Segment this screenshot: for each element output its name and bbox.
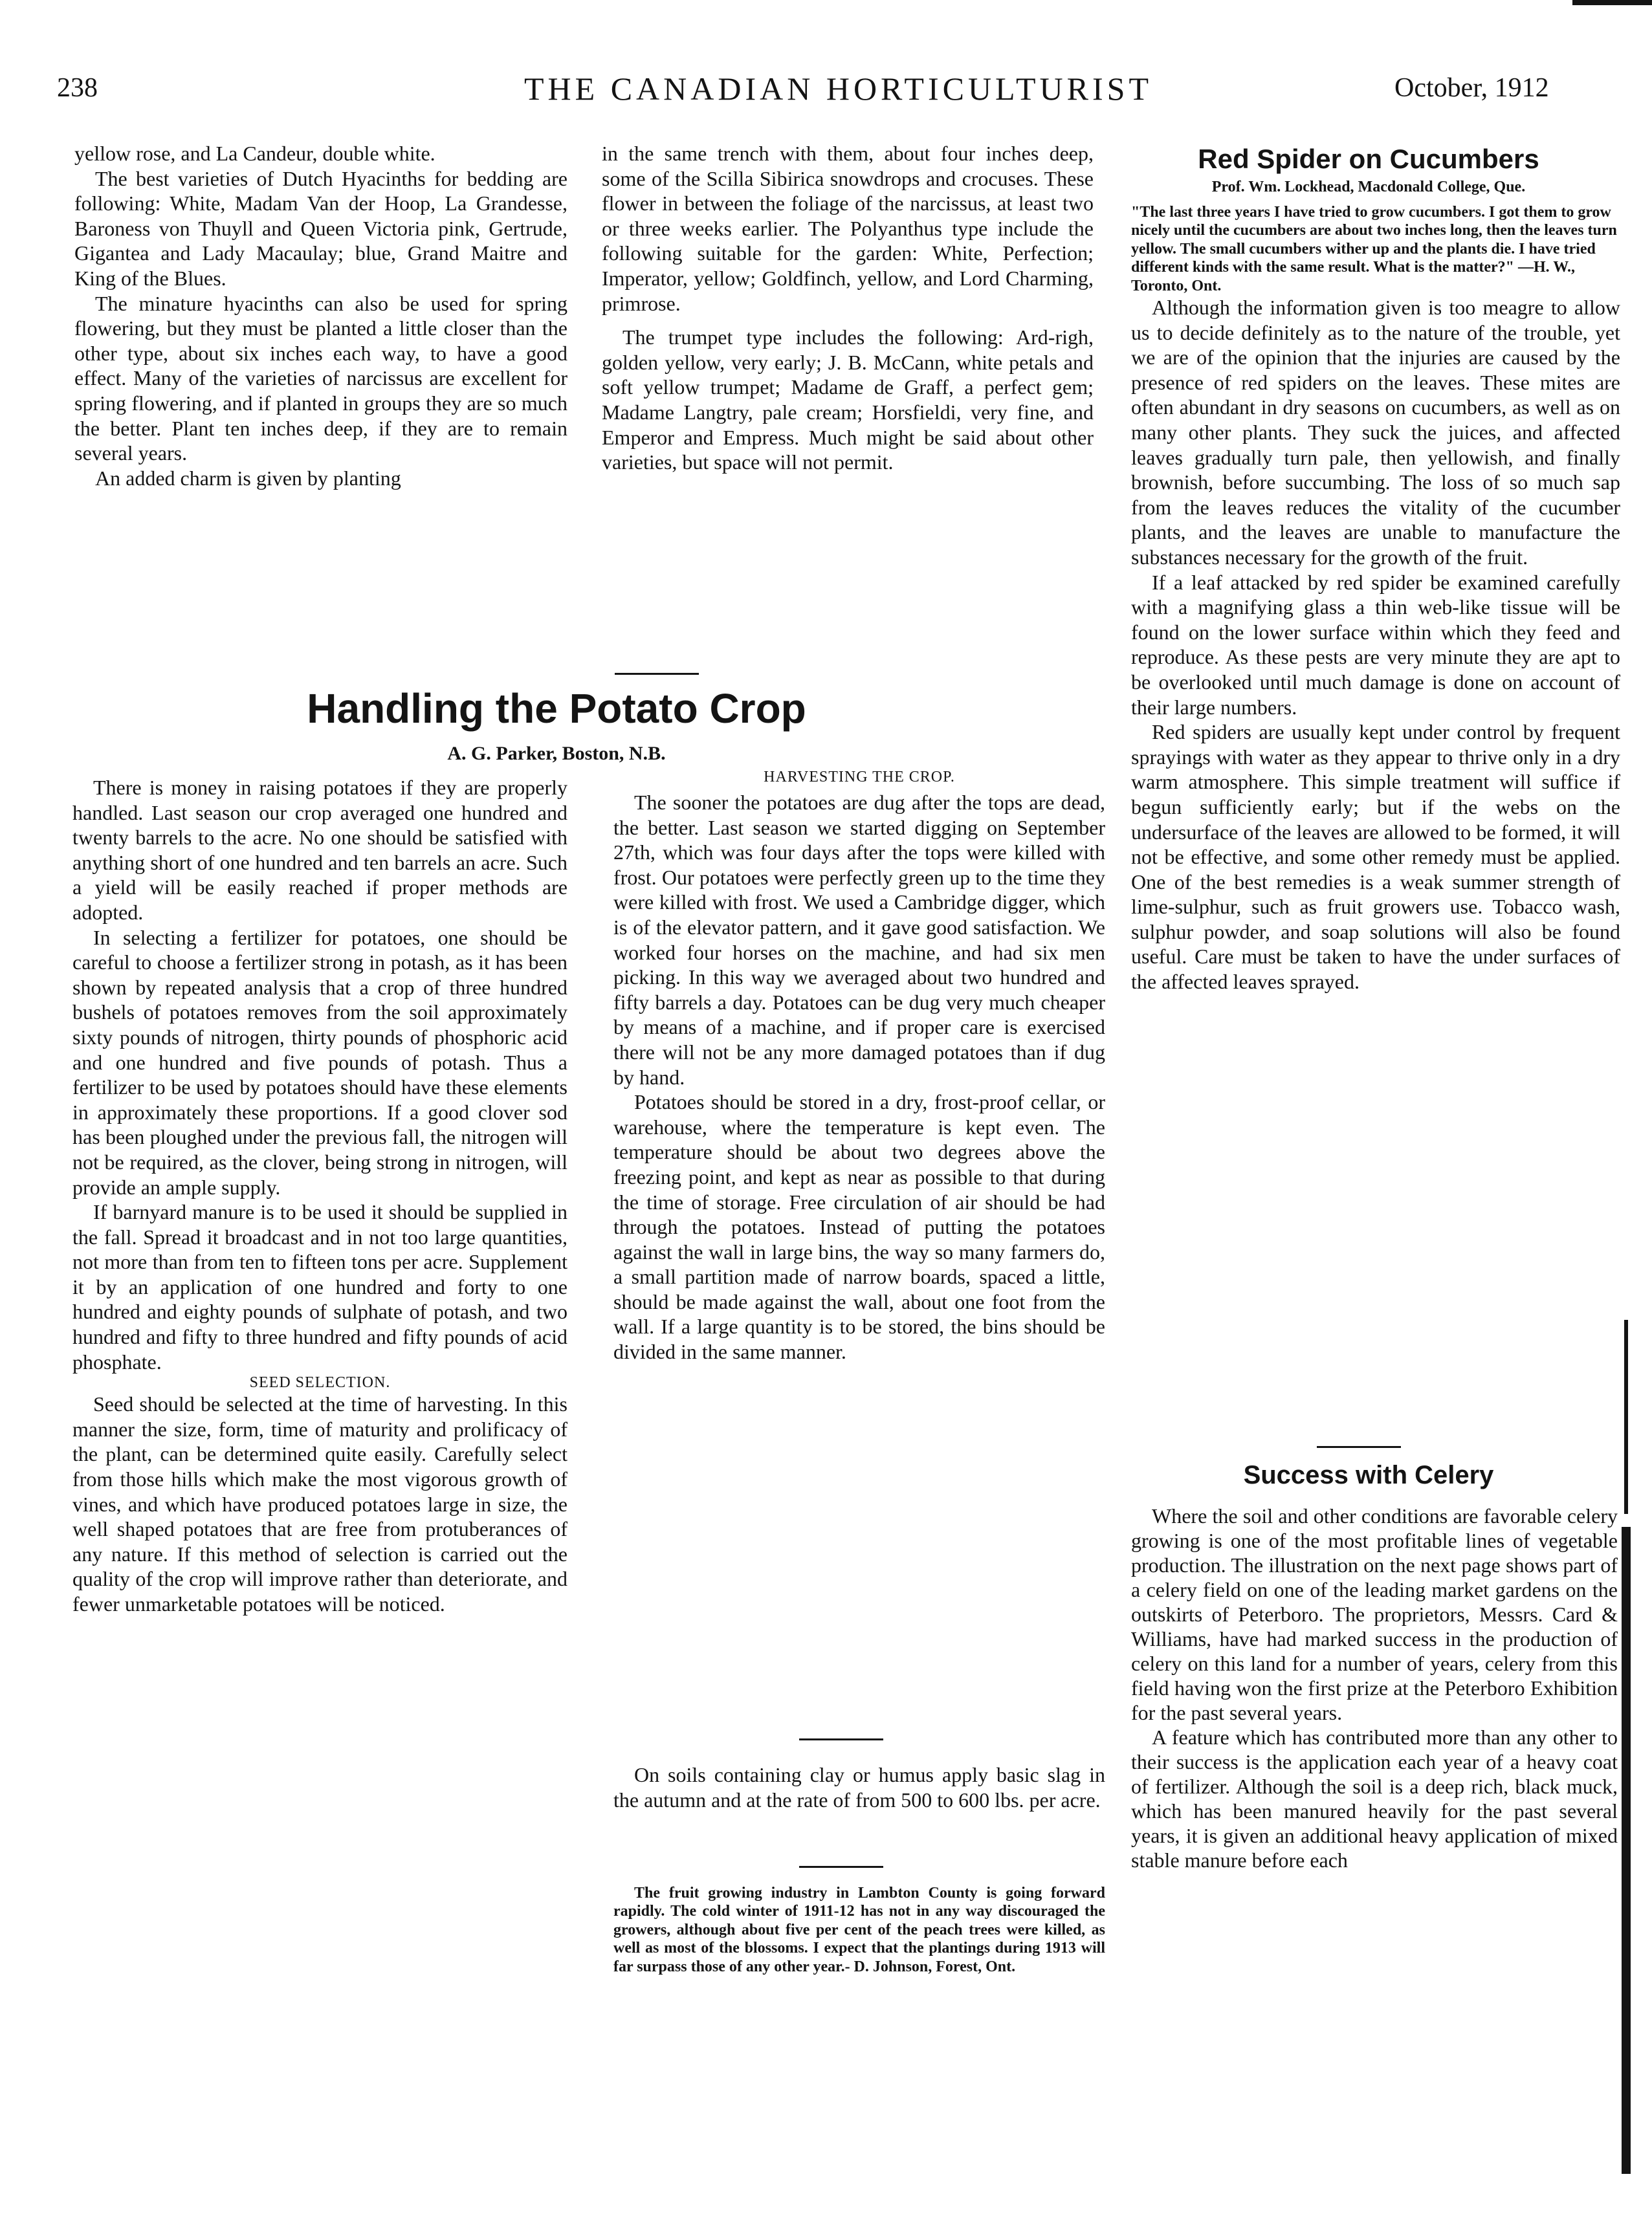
page-number: 238	[57, 73, 98, 103]
potato-column-left	[72, 775, 567, 1617]
divider	[799, 1866, 883, 1868]
paragraph: yellow rose, and La Candeur, double white.	[74, 142, 435, 165]
intro-column-middle	[602, 141, 1094, 475]
paragraph: The trumpet type includes the following: Ard-righ, golden yellow, very early; J. B. McCann, white petals and soft yellow trumpet; Madame de Graff, a perfect gem; Madame Langtry, pale cream; Horsfieldi, very fine, and Emperor and Empress. Much might be said about other varieties, but space will not permit.	[602, 325, 1094, 474]
paragraph: There is money in raising potatoes if they are properly handled. Last season our crop averaged one hundred and twenty barrels to the acre. No one should be satisfied with anything short of one hundred and ten barrels an acre. Such a yield will be easily reached if proper methods are adopted.	[72, 776, 567, 924]
paragraph: The best varieties of Dutch Hyacinths for bedding are following: White, Madam Van der Hoop, La Grandesse, Baroness von Thuyll and Queen Victoria pink, Gertrude, Gigantea and Lady Macaulay; blue, Grand Maitre and King of the Blues.	[74, 166, 567, 290]
journal-title: THE CANADIAN HORTICULTURIST	[524, 71, 1153, 107]
paragraph: Seed should be selected at the time of harvesting. In this manner the size, form, time of maturity and prolificacy of the plant, can be determined quite easily. Carefully select from those hills which make the most vigorous growth of vines, and which have produced potatoes large in size, the well shaped potatoes that are free from protuberances of any nature. If this method of selection is carried out the quality of the crop will improve rather than deteriorate, and fewer unmarketable potatoes will be noticed.	[72, 1392, 567, 1616]
issue-date: October, 1912	[1394, 73, 1549, 103]
potato-column-middle	[613, 769, 1105, 1365]
paragraph: in the same trench with them, about four inches deep, some of the Scilla Sibirica snowdrops and crocuses. These flower in between the foliage of the narcissus, at least two or three weeks earlier. The Polyanthus type include the following suitable for the garden: White, Perfection; Imperator, yellow; Goldfinch, yellow, and Lord Charming, primrose.	[602, 142, 1094, 315]
paragraph: In selecting a fertilizer for potatoes, one should be careful to choose a fertilizer strong in potash, as it has been shown by repeated analysis that a crop of three hundred bushels of potatoes removes from the soil approximately sixty pounds of nitrogen, thirty pounds of phosphoric acid and one hundred and five pounds of potash. Thus a fertilizer to be used by potatoes should have these elements in approximately these proportions. If a good clover sod has been ploughed under the previous fall, the nitrogen will not be required, as the clover, being strong in nitrogen, will provide an ample supply.	[72, 925, 567, 1199]
paragraph: The fruit growing industry in Lambton County is going forward rapidly. The cold winter of 1911-12 has not in any way discouraged the growers, although about five per cent of the peach trees were killed, as well as most of the blossoms. I expect that the plantings during 1913 will far surpass those of any other year.- D. Johnson, Forest, Ont.	[613, 1885, 1105, 1975]
divider	[799, 1738, 883, 1740]
paragraph: Although the information given is too meagre to allow us to decide definitely as to the nature of the trouble, yet we are of the opinion that the injuries are caused by the presence of red spiders on the leaves. These mites are often abundant in dry seasons on cucumbers, as well as on many other plants. They suck the juices, and affected leaves gradually turn pale, then yellowish, and finally brownish, before succumbing. The loss of so much sap from the leaves reduces the vitality of the cucumber plants, and the leaves are unable to manufacture the substances necessary for the growth of the fruit.	[1131, 296, 1620, 569]
paragraph: Potatoes should be stored in a dry, frost-proof cellar, or warehouse, where the temperature is kept even. The temperature should be about two degrees above the freezing point, and kept as near as possible to that during the time of storage. Free circulation of air should be had through the potatoes. Instead of putting the potatoes against the wall in large bins, the way so many farmers do, a small partition made of narrow boards, spaced a little, should be made against the wall, about one foot from the wall. If a large quantity is to be stored, the bins should be divided in the same manner.	[613, 1090, 1105, 1364]
paragraph: Red spiders are usually kept under control by frequent sprayings with water as they appear to thrive only in a dry warm atmosphere. This simple treatment will suffice if begun sufficiently early; but if the webs on the undersurface of the leaves are allowed to be formed, it will not be effective, and some other remedy must be applied. One of the best remedies is a weak summer strength of lime-sulphur, such as fruit growers use. Tobacco wash, sulphur powder, and soap solutions will also be found useful. Care must be taken to have the under surfaces of the affected leaves sprayed.	[1131, 720, 1620, 994]
celery-column	[1131, 1504, 1618, 1872]
paragraph: The minature hyacinths can also be used for spring flowering, but they must be planted a little closer than the other type, about six inches each way, to have a good effect. Many of the varieties of narcissus are excellent for spring flowering, and if planted in groups they are so much the better. Plant ten inches deep, if they are to remain several years.	[74, 291, 567, 465]
paragraph: Where the soil and other conditions are favorable celery growing is one of the most profitable lines of vegetable production. The illustration on the next page shows part of a celery field on one of the leading market gardens on the outskirts of Peterboro. The proprietors, Messrs. Card & Williams, have had marked success in the production of celery on this land for a number of years, celery from this field having won the first prize at the Peterboro Exhibition for the past several years.	[1131, 1504, 1618, 1724]
paragraph: A feature which has contributed more than any other to their success is the application each year of a heavy coat of fertilizer. Although the soil is a deep rich, black muck, which has been manured heavily for the past several years, it is given an additional heavy application of mixed stable manure before each	[1131, 1726, 1618, 1872]
binding-edge	[1624, 1320, 1628, 1514]
intro-column-left	[74, 141, 567, 490]
paragraph: The sooner the potatoes are dug after the tops are dead, the better. Last season we started digging on September 27th, which was four days after the tops were killed with frost. Our potatoes were perfectly green up to the time they were killed with frost. We used a Cambridge digger, which is of the elevator pattern, and it gave good satisfaction. We worked four horses on the machine, and had six men picking. In this way we averaged about two hundred and fifty barrels a day. Potatoes can be dug very much cheaper by means of a machine, and if proper care is exercised there will not be any more damaged potatoes than if dug by hand.	[613, 791, 1105, 1089]
article-byline: Prof. Wm. Lockhead, Macdonald College, Que.	[1211, 179, 1526, 195]
divider	[615, 673, 699, 675]
paragraph: If a leaf attacked by red spider be examined carefully with a magnifying glass a thin web-like tissue will be found on the lower surface within which they feed and reproduce. As these pests are very minute they are apt to be overlooked until much damage is done on account of their large numbers.	[1131, 570, 1620, 719]
section-heading: HARVESTING THE CROP.	[764, 769, 955, 785]
article-title: Handling the Potato Crop	[307, 685, 806, 732]
spider-column	[1131, 203, 1620, 994]
note-lambton	[613, 1884, 1105, 1976]
binding-edge	[1622, 1527, 1631, 2174]
paragraph: An added charm is given by planting	[95, 466, 401, 490]
note-basic-slag	[613, 1762, 1105, 1812]
article-byline: A. G. Parker, Boston, N.B.	[447, 743, 666, 764]
paragraph: If barnyard manure is to be used it should be supplied in the fall. Spread it broadcast and in not too large quantities, not more than from ten to fifteen tons per acre. Supplement it by an application of one hundred and forty to one hundred and eighty pounds of sulphate of potash, and two hundred and fifty to three hundred and fifty pounds of acid phosphate.	[72, 1200, 567, 1374]
reader-query: "The last three years I have tried to grow cucumbers. I got them to grow nicely until the cucumbers are about two inches long, then the leaves turn yellow. The small cucumbers wither up and the plants die. I have tried different kinds with the same result. What is the matter?" —H. W., Toronto, Ont.	[1131, 204, 1617, 294]
binding-edge	[1572, 0, 1652, 5]
section-heading: SEED SELECTION.	[249, 1374, 391, 1392]
divider	[1317, 1446, 1401, 1448]
paragraph: On soils containing clay or humus apply basic slag in the autumn and at the rate of from 500 to 600 lbs. per acre.	[613, 1763, 1105, 1812]
article-title: Success with Celery	[1243, 1461, 1494, 1489]
article-title: Red Spider on Cucumbers	[1198, 144, 1539, 174]
